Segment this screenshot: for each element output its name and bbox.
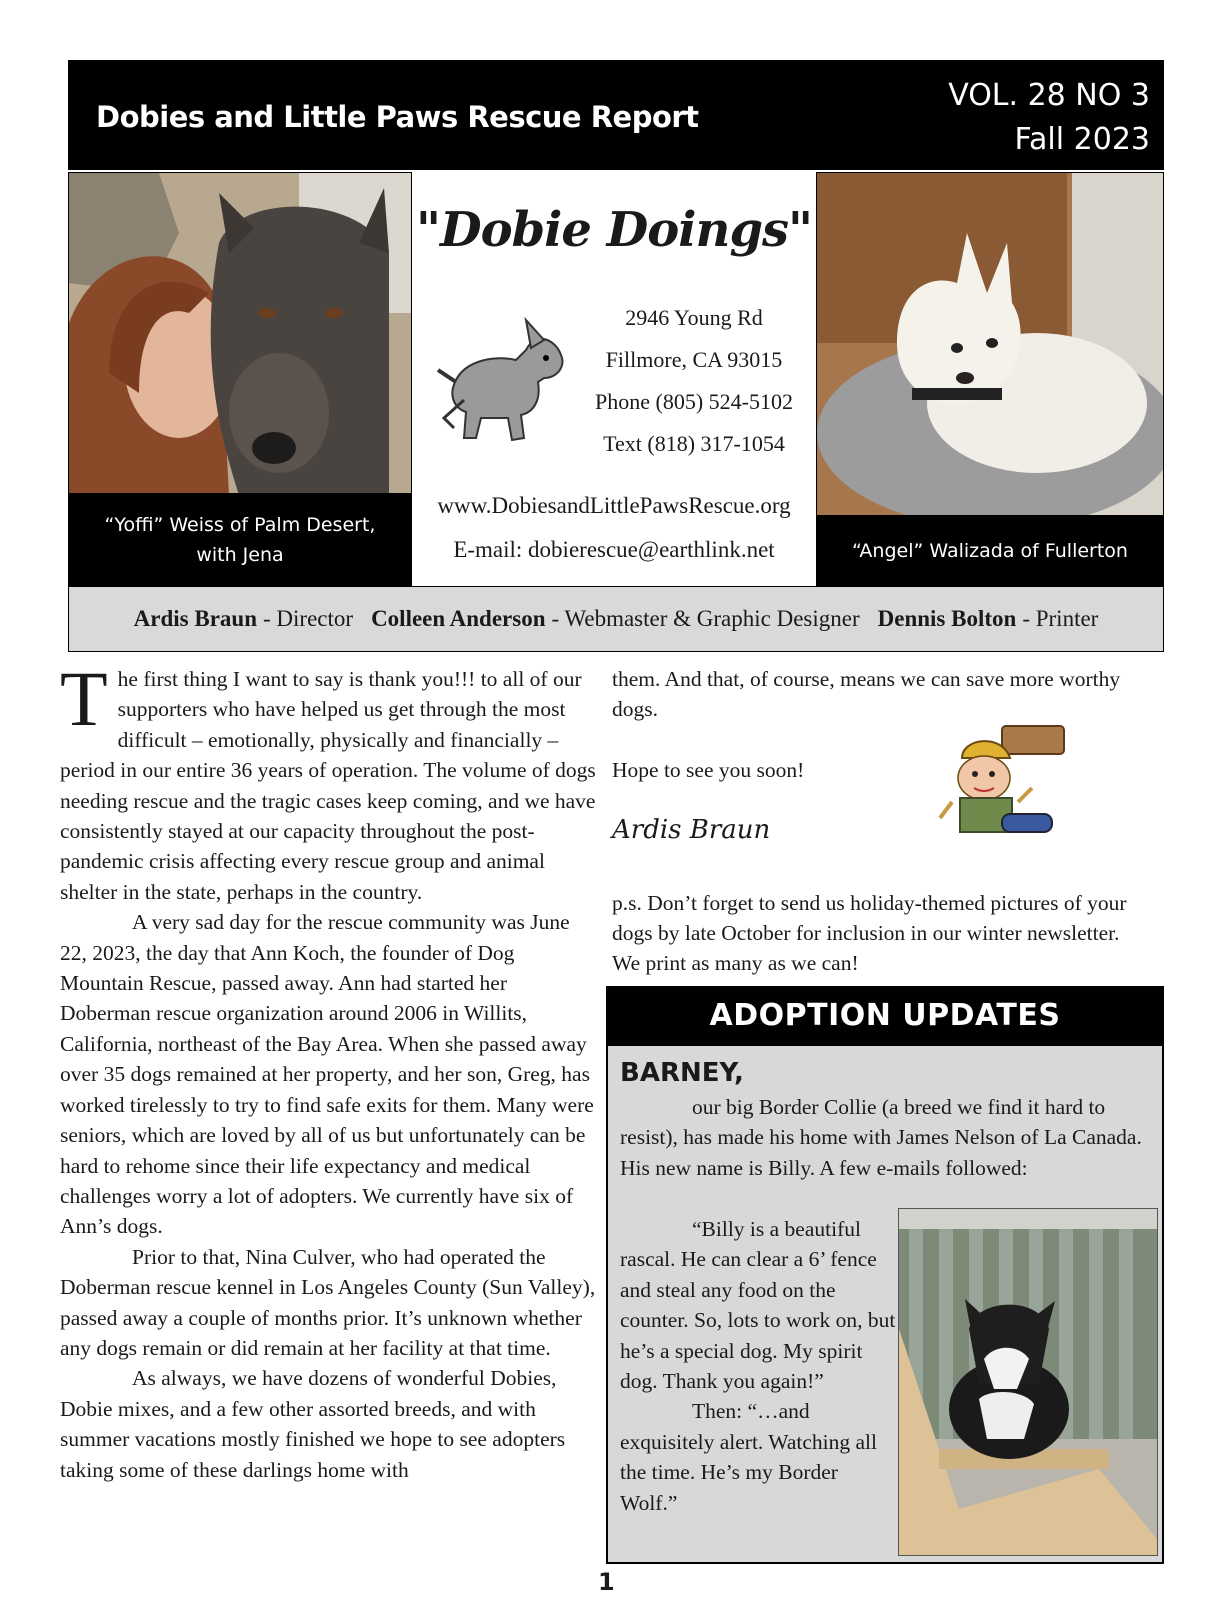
photo-caption-yoffi [68, 494, 412, 586]
letter-paragraph: A very sad day for the rescue community was June 22, 2023, the day that Ann Koch, the founder of Dog Mountain Rescue, passed away. Ann had started her Doberman rescue organization around 2006 in Willits, California, northeast of the Bay Area. When she passed away over 35 dogs remained at her property, and her son, Greg, has worked tirelessly to try to find safe exits for them. Many were seniors, which are loved by all of us but unfortunately can be hard to rehome since their life expectancy and medical challenges worry a lot of adopters. We currently have six of Ann’s dogs. [60, 910, 594, 1239]
letter-continued [612, 664, 1152, 979]
photo-yoffi [68, 172, 412, 494]
adopted-dog-name: BARNEY, [620, 1058, 744, 1088]
letter-paragraph [60, 655, 600, 907]
adoption-intro: our big Border Collie (a breed we find it hard to resist), has made his home with James Nelson of La Canada. His new name is Billy. A few e-mails followed: [620, 1095, 1142, 1180]
dog-cartoon-icon [426, 300, 576, 450]
staff-role: - Director [263, 606, 354, 631]
masthead [412, 172, 816, 586]
adopter-quote: Then: “…and exquisitely alert. Watching all the time. He’s my Border Wolf.” [620, 1399, 877, 1515]
staff-name: Ardis Braun [133, 606, 258, 631]
photo-barney [898, 1208, 1158, 1556]
photo-caption-angel: “Angel” Walizada of Fullerton [816, 516, 1164, 586]
staff-role: - Webmaster & Graphic Designer [551, 606, 860, 631]
adoption-updates-box [606, 1044, 1164, 1564]
postscript: p.s. Don’t forget to send us holiday-themed pictures of your dogs by late October for inclusion in our winter newsletter. We print as many as we can! [612, 890, 1127, 976]
address-line: 2946 Young Rd [625, 305, 763, 330]
adopter-quote: “Billy is a beautiful rascal. He can clear a 6’ fence and steal any food on the counter. So, lots to work on, but he’s a special dog. My spirit dog. Thank you again!” [620, 1217, 896, 1394]
letter-paragraph: Prior to that, Nina Culver, who had operated the Doberman rescue kennel in Los Angeles County (Sun Valley), passed away a couple of months prior. It’s unknown whether any dogs remain or did remain at her facility at that time. [60, 1244, 596, 1360]
white-dog-photo-illustration [817, 173, 1164, 516]
staff-name: Colleen Anderson [371, 606, 546, 631]
doberman-photo-illustration [69, 173, 412, 494]
web-contact [412, 484, 816, 572]
letter-paragraph: As always, we have dozens of wonderful Dobies, Dobie mixes, and a few other assorted breeds, and with summer vacations mostly finished we hope to see adopters taking some of these darlings home with [60, 1366, 566, 1482]
scarecrow-clipart-icon [932, 718, 1066, 852]
newsletter-header [68, 60, 1164, 170]
letter-paragraph: them. And that, of course, means we can save more worthy dogs. [612, 667, 1121, 722]
adoption-updates-heading: ADOPTION UPDATES [606, 986, 1164, 1044]
issue-season: Fall 2023 [1014, 122, 1150, 157]
paragraph-text: he first thing I want to say is thank you!!! to all of our supporters who have helped us get through the most difficult – emotionally, physically and financially – period in our entire 36 years of operation. The volume of dogs needing rescue and the tragic cases keep coming, and we have consistently stayed at our capacity throughout the post-pandemic crisis affecting every rescue group and animal shelter in the state, perhaps in the country. [60, 667, 596, 904]
issue-info [948, 74, 1150, 162]
publication-title: Dobies and Little Paws Rescue Report [96, 100, 699, 134]
website-link[interactable]: www.DobiesandLittlePawsRescue.org [437, 493, 791, 518]
signature: Ardis Braun [612, 815, 771, 846]
caption-line: with Jena [196, 544, 284, 566]
adopter-quotes [620, 1214, 898, 1518]
email-link[interactable]: E-mail: dobierescue@earthlink.net [453, 537, 775, 562]
phone-number: Phone (805) 524-5102 [595, 389, 793, 414]
staff-role: - Printer [1022, 606, 1099, 631]
staff-name: Dennis Bolton [877, 606, 1017, 631]
staff-credits [68, 586, 1164, 652]
border-collie-photo-illustration [899, 1209, 1157, 1555]
director-letter [60, 655, 600, 1485]
photo-angel [816, 172, 1164, 516]
closing-line: Hope to see you soon! [612, 757, 805, 782]
volume-number: VOL. 28 NO 3 [948, 78, 1150, 113]
newsletter-title: "Dobie Doings" [415, 202, 813, 258]
contact-info [572, 297, 816, 465]
drop-cap: T [60, 655, 108, 742]
page-number: 1 [598, 1568, 615, 1596]
caption-line: “Yoffi” Weiss of Palm Desert, [104, 514, 376, 536]
text-number: Text (818) 317-1054 [603, 431, 785, 456]
address-line: Fillmore, CA 93015 [605, 347, 783, 372]
